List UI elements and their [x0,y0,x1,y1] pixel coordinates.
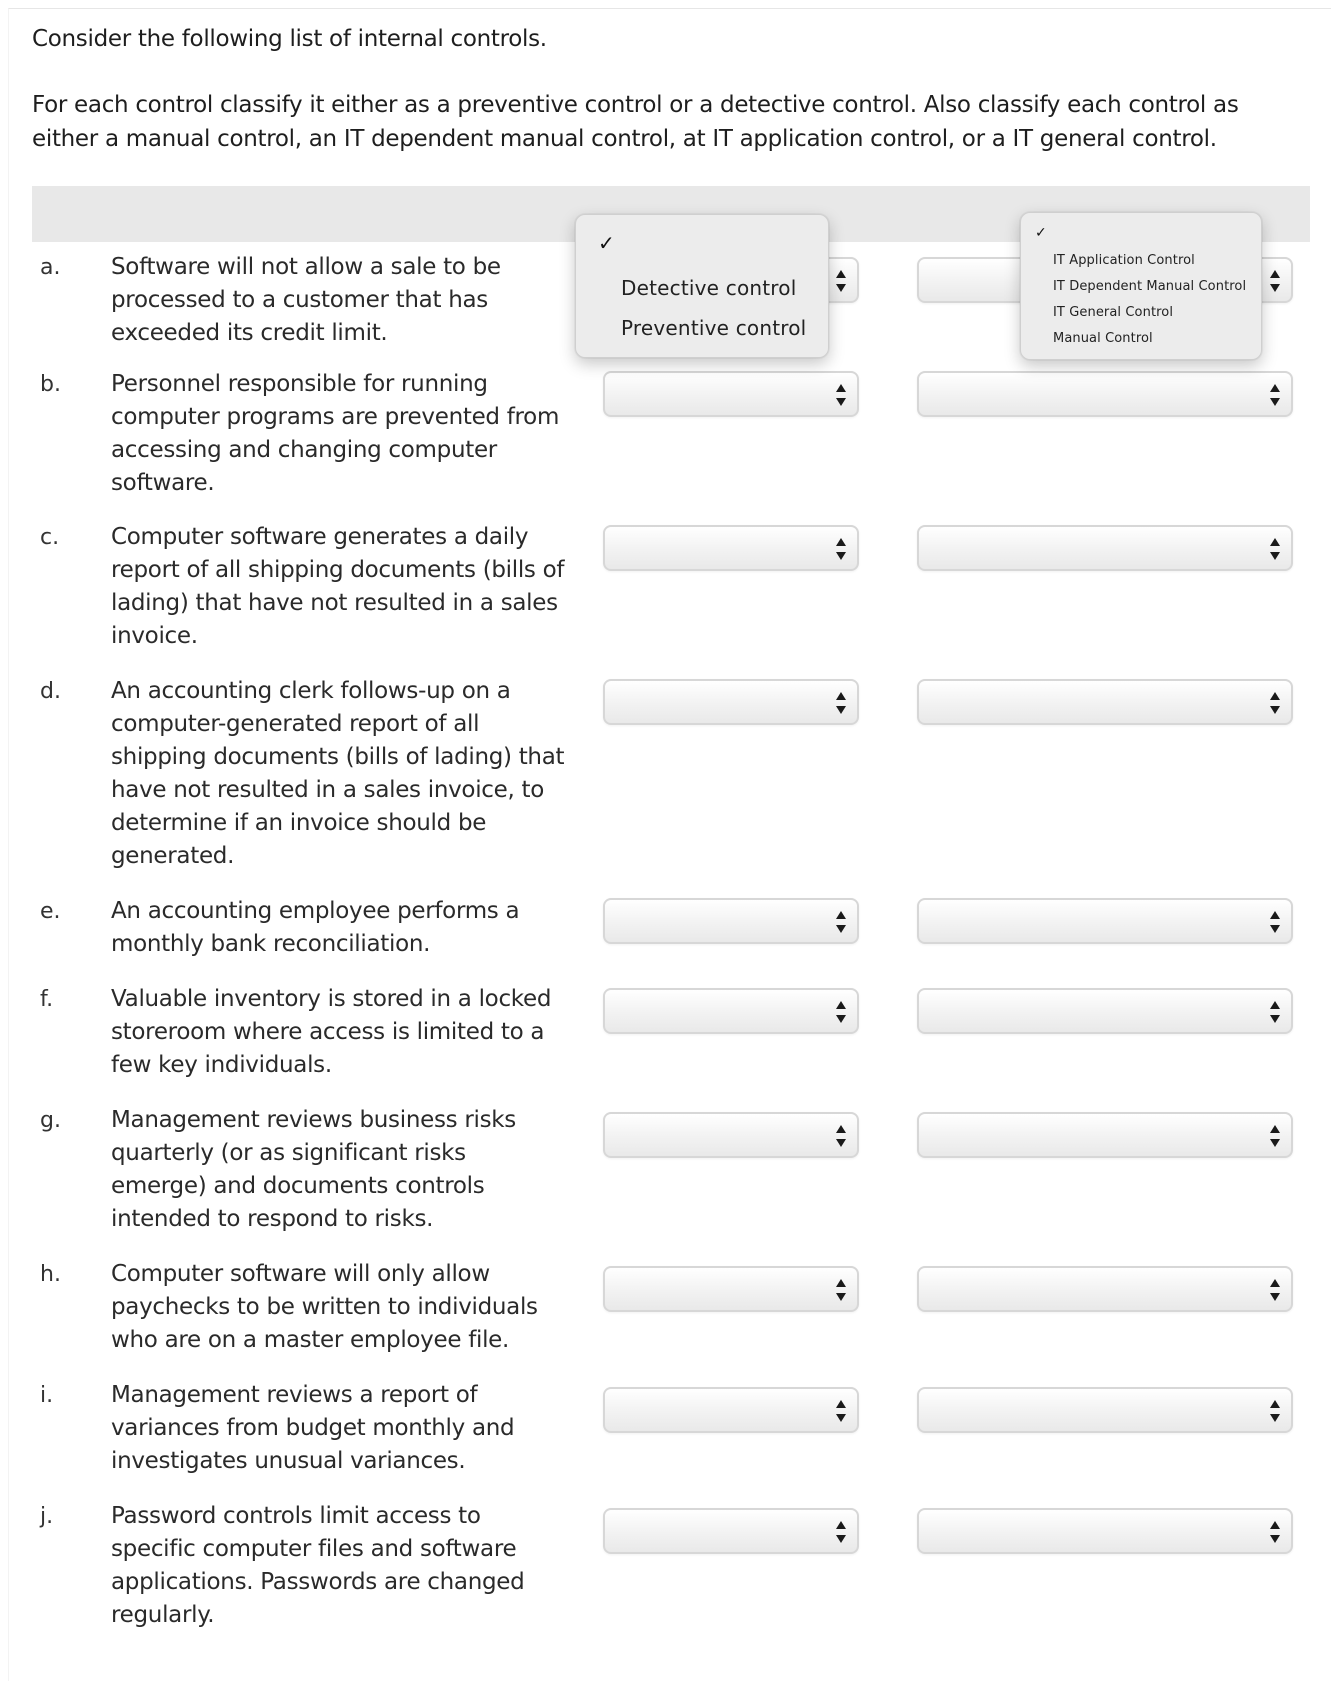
control-description: Personnel responsible for running computer programs are prevented from accessing and changing computer software. [111,371,560,496]
select-arrows-icon [1269,535,1281,563]
option-preventive-control[interactable]: Preventive control [621,316,807,340]
control-type-dropdown-menu [575,214,829,358]
select-arrows-icon [835,381,847,409]
control-description: Management reviews business risks quarterly (or as significant risks emerge) and documents controls intended to respond to risks. [111,1107,516,1232]
control-description: Software will not allow a sale to be processed to a customer that has exceeded its credit limit. [111,254,501,346]
option-it-application-control[interactable]: IT Application Control [1053,253,1195,268]
row-letter: c. [40,525,60,550]
control-type-select[interactable] [603,679,859,725]
control-category-select[interactable] [917,1266,1293,1312]
control-type-select[interactable] [603,988,859,1034]
row-letter: a. [40,255,61,280]
checkmark-icon: ✓ [1035,225,1047,241]
option-it-general-control[interactable]: IT General Control [1053,305,1174,320]
row-letter: b. [40,372,61,397]
instructions: For each control classify it either as a preventive control or a detective control. Also classify each control as either a manual control, an IT dependent manual control, at IT application control, or a IT general control. [32,92,1239,152]
option-manual-control[interactable]: Manual Control [1053,331,1153,346]
control-description: An accounting clerk follows-up on a computer-generated report of all shipping documents (bills of lading) that have not resulted in a sales invoice, to determine if an invoice should be generated. [111,678,565,869]
select-arrows-icon [1269,1276,1281,1304]
control-type-select[interactable] [603,1387,859,1433]
row-letter: f. [40,987,54,1012]
select-arrows-icon [835,1518,847,1546]
intro-line-1: Consider the following list of internal controls. [32,26,547,52]
select-arrows-icon [1269,689,1281,717]
control-type-select[interactable] [603,1266,859,1312]
select-arrows-icon [1269,1122,1281,1150]
select-arrows-icon [1269,381,1281,409]
control-type-select[interactable] [603,1112,859,1158]
select-arrows-icon [835,267,847,295]
row-letter: d. [40,679,61,704]
option-detective-control[interactable]: Detective control [621,276,797,300]
select-arrows-icon [1269,908,1281,936]
row-letter: g. [40,1108,61,1133]
row-letter: e. [40,899,61,924]
control-description: Computer software generates a daily report of all shipping documents (bills of lading) that have not resulted in a sales invoice. [111,524,565,649]
select-arrows-icon [835,908,847,936]
control-category-select[interactable] [917,525,1293,571]
control-category-select[interactable] [917,988,1293,1034]
select-arrows-icon [1269,267,1281,295]
control-type-select[interactable] [603,371,859,417]
select-arrows-icon [1269,998,1281,1026]
control-type-select[interactable] [603,525,859,571]
row-letter: h. [40,1262,61,1287]
select-arrows-icon [835,689,847,717]
control-description: Valuable inventory is stored in a locked storeroom where access is limited to a few key individuals. [111,986,552,1078]
select-arrows-icon [1269,1397,1281,1425]
control-description: Management reviews a report of variances from budget monthly and investigates unusual variances. [111,1382,515,1474]
option-it-dependent-manual-control[interactable]: IT Dependent Manual Control [1053,279,1247,294]
control-category-dropdown-menu [1020,212,1262,360]
control-type-select[interactable] [603,1508,859,1554]
control-category-select[interactable] [917,371,1293,417]
checkmark-icon: ✓ [598,231,615,255]
select-arrows-icon [835,1276,847,1304]
control-category-select[interactable] [917,1112,1293,1158]
control-type-select[interactable] [603,898,859,944]
select-arrows-icon [835,1122,847,1150]
control-description: An accounting employee performs a monthly bank reconciliation. [111,898,520,957]
row-letter: i. [40,1383,54,1408]
control-description: Computer software will only allow paychecks to be written to individuals who are on a master employee file. [111,1261,538,1353]
control-category-select[interactable] [917,679,1293,725]
control-description: Password controls limit access to specific computer files and software applications. Passwords are changed regularly. [111,1503,525,1628]
select-arrows-icon [835,535,847,563]
control-category-select[interactable] [917,1508,1293,1554]
row-letter: j. [40,1504,54,1529]
control-category-select[interactable] [917,1387,1293,1433]
select-arrows-icon [1269,1518,1281,1546]
control-category-select[interactable] [917,898,1293,944]
select-arrows-icon [835,1397,847,1425]
select-arrows-icon [835,998,847,1026]
